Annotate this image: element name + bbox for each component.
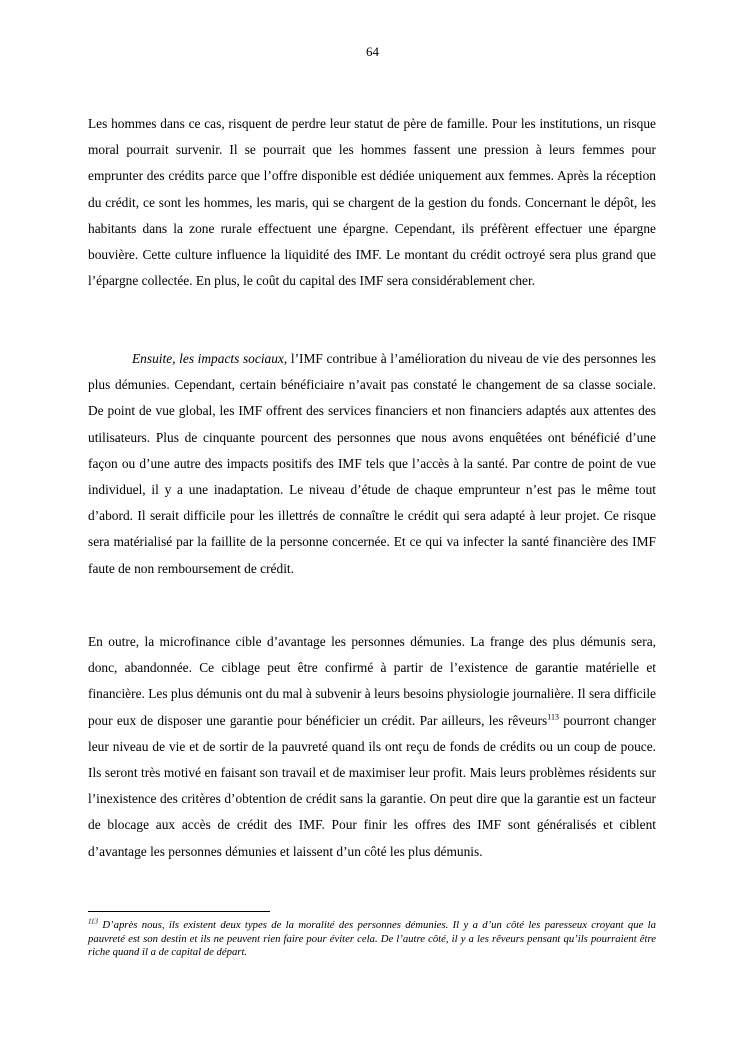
paragraph-1 xyxy=(88,111,656,294)
footnote-separator xyxy=(88,911,270,912)
page-number: 64 xyxy=(366,44,379,59)
paragraph-1-text: Les hommes dans ce cas, risquent de perdre leur statut de père de famille. Pour les institutions, un risque moral pourrait survenir. Il se pourrait que les hommes fassent une pression à leurs femmes pour emprunter des crédits parce que l’offre disponible est dédiée uniquement aux femmes. Après la réception du crédit, ce sont les hommes, les maris, qui se chargent de la gestion du fonds. Concernant le dépôt, les habitants dans la zone rurale effectuent une épargne. Cependant, ils préfèrent effectuer une épargne bouvière. Cette culture influence la liquidité des IMF. Le montant du crédit octroyé sera plus grand que l’épargne collectée. En plus, le coût du capital des IMF sera considérablement cher. xyxy=(88,116,656,289)
footnote-113 xyxy=(88,919,656,960)
footnote-text xyxy=(88,919,656,960)
footnote-number: 113 xyxy=(88,917,98,926)
footnote-body: D’après nous, ils existent deux types de la moralité des personnes démunies. Il y a d’un côté les paresseux croyant que la pauvreté est son destin et ils ne peuvent rien faire pour éviter cela. De l’autre côté, il y a les rêveurs pensant qu’ils pourraient être riche quand il a de capital de départ. xyxy=(88,919,656,959)
paragraph-2-body: , l’IMF contribue à l’amélioration du niveau de vie des personnes les plus démunies. Cependant, certain bénéficiaire n’avait pas constaté le changement de sa classe sociale. De point de vue global, les IMF offrent des services financiers et non financiers adaptés aux attentes des utilisateurs. Plus de cinquante pourcent des personnes que nous avons enquêtées ont bénéficié d’une façon ou d’une autre des impacts positifs des IMF tels que l’accès à la santé. Par contre de point de vue individuel, il y a une inadaptation. Le niveau d’étude de chaque emprunteur n’est pas le même tout d’abord. Il serait difficile pour les illettrés de connaître le crédit qui sera adapté à leur projet. Ce risque sera matérialisé par la faillite de la personne concernée. Et ce qui va infecter la santé financière des IMF faute de non remboursement de crédit. xyxy=(88,351,656,576)
paragraph-2-italic-lead: Ensuite, les impacts sociaux xyxy=(132,351,284,366)
paragraph-2 xyxy=(88,346,656,582)
paragraph-3-text xyxy=(88,629,656,865)
paragraph-3 xyxy=(88,629,656,865)
paragraph-3-before-note: En outre, la microfinance cible d’avantage les personnes démunies. La frange des plus démunis sera, donc, abandonnée. Ce ciblage peut être confirmé à partir de l’existence de garantie matérielle et financière. Les plus démunis ont du mal à subvenir à leurs besoins physiologie journalière. Il sera difficile pour eux de disposer une garantie pour bénéficier un crédit. Par ailleurs, les rêveurs xyxy=(88,634,656,728)
footnote-reference[interactable]: 113 xyxy=(547,712,559,722)
paragraph-3-after-note: pourront changer leur niveau de vie et de sortir de la pauvreté quand ils ont reçu de fonds de crédits ou un coup de pouce. Ils seront très motivé en faisant son travail et de maximiser leur profit. Mais leurs problèmes résidents sur l’inexistence des critères d’obtention de crédit sans la garantie. On peut dire que la garantie est un facteur de blocage aux accès de crédit des IMF. Pour finir les offres des IMF sont généralisés et ciblent d’avantage les personnes démunies et laissent d’un côté les plus démunis. xyxy=(88,712,656,859)
paragraph-2-text xyxy=(88,346,656,582)
